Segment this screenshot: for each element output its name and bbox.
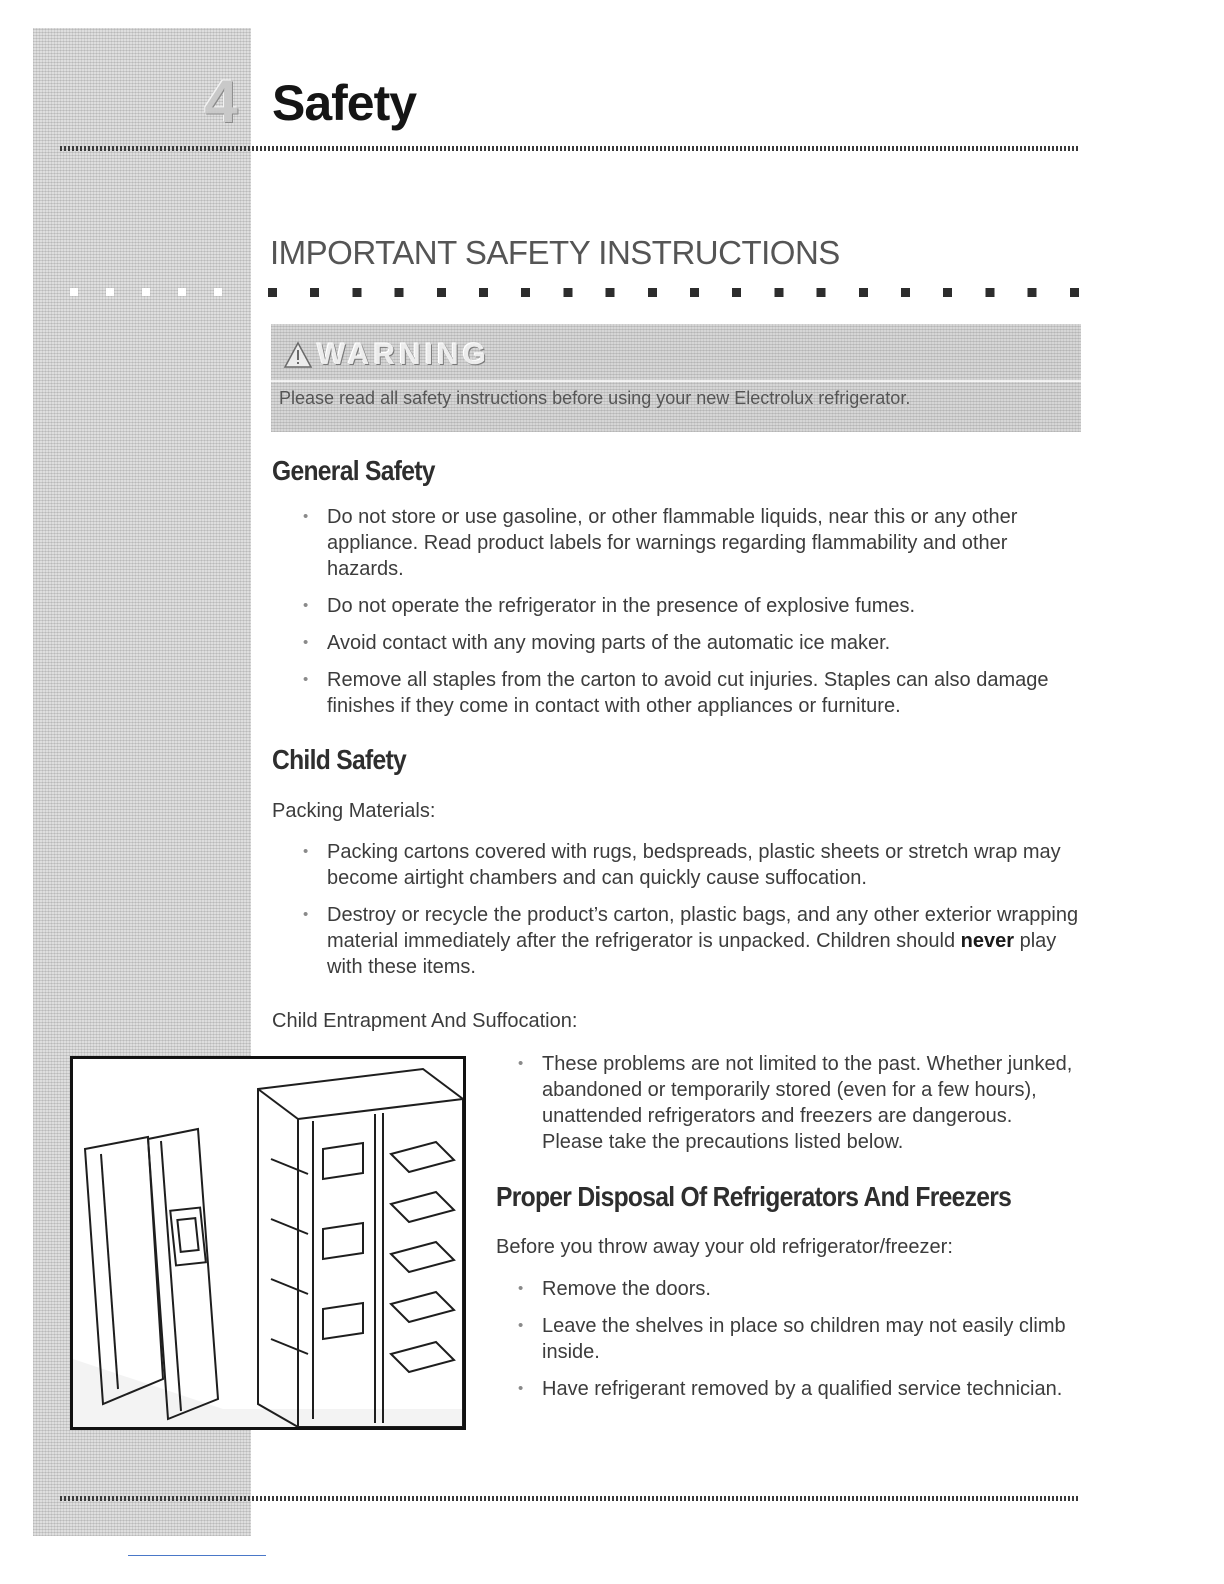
list-item: • Have refrigerant removed by a qualified service technician. — [514, 1376, 1074, 1402]
list-item: • Do not store or use gasoline, or other flammable liquids, near this or any other appliance. Read product labels for warnings regarding flammability and other hazards. — [299, 504, 1089, 582]
list-item: • Avoid contact with any moving parts of the automatic ice maker. — [299, 630, 1089, 656]
chapter-number: 4 — [204, 68, 238, 135]
list-item: • Leave the shelves in place so children may not easily climb inside. — [514, 1313, 1074, 1365]
list-item: • Packing cartons covered with rugs, bedspreads, plastic sheets or stretch wrap may become airtight chambers and can quickly cause suffocation. — [299, 839, 1089, 891]
list-item: • Do not operate the refrigerator in the presence of explosive fumes. — [299, 593, 1089, 619]
disposal-list — [514, 1276, 1074, 1413]
section-dot-divider — [268, 288, 1083, 297]
warning-header — [283, 338, 490, 372]
list-item-text: play with these items. — [327, 930, 1057, 978]
list-item — [299, 902, 1089, 980]
warning-text: Please read all safety instructions before using your new Electrolux refrigerator. — [279, 388, 911, 408]
warning-title: WARNING — [317, 338, 490, 371]
footer-link-underline[interactable] — [128, 1555, 266, 1556]
page-title: Safety — [272, 75, 417, 131]
refrigerator-drawing — [73, 1059, 463, 1427]
entrapment-list — [514, 1051, 1074, 1166]
child-safety-heading: Child Safety — [272, 744, 406, 775]
general-safety-list — [299, 504, 1089, 730]
list-item: • These problems are not limited to the past. Whether junked, abandoned or temporarily stored (even for a few hours), unattended refrigerators and freezers are dangerous. Please take the precautions listed below. — [514, 1051, 1074, 1155]
packing-materials-label: Packing Materials: — [272, 800, 436, 822]
footer-divider — [60, 1496, 1080, 1501]
refrigerator-illustration — [70, 1056, 466, 1430]
disposal-intro: Before you throw away your old refrigerator/freezer: — [496, 1236, 953, 1258]
sidebar-dot-row — [70, 288, 250, 296]
emphasis-never: never — [960, 930, 1015, 952]
warning-divider — [271, 380, 1081, 382]
list-item: • Remove the doors. — [514, 1276, 1074, 1302]
warning-triangle-icon — [283, 341, 313, 369]
list-item: • Remove all staples from the carton to avoid cut injuries. Staples can also damage finishes if they come in contact with other appliances or furniture. — [299, 667, 1089, 719]
entrapment-label: Child Entrapment And Suffocation: — [272, 1010, 578, 1032]
general-safety-heading: General Safety — [272, 455, 435, 486]
packing-materials-list — [299, 839, 1089, 991]
section-heading: IMPORTANT SAFETY INSTRUCTIONS — [270, 234, 840, 271]
list-item-text: Destroy or recycle the product’s carton, plastic bags, and any other exterior wrapping material immediately after the refrigerator is unpacked. Children should — [327, 904, 1079, 952]
header-divider — [60, 146, 1080, 151]
warning-box — [271, 324, 1081, 432]
disposal-heading: Proper Disposal Of Refrigerators And Freezers — [496, 1181, 1012, 1212]
